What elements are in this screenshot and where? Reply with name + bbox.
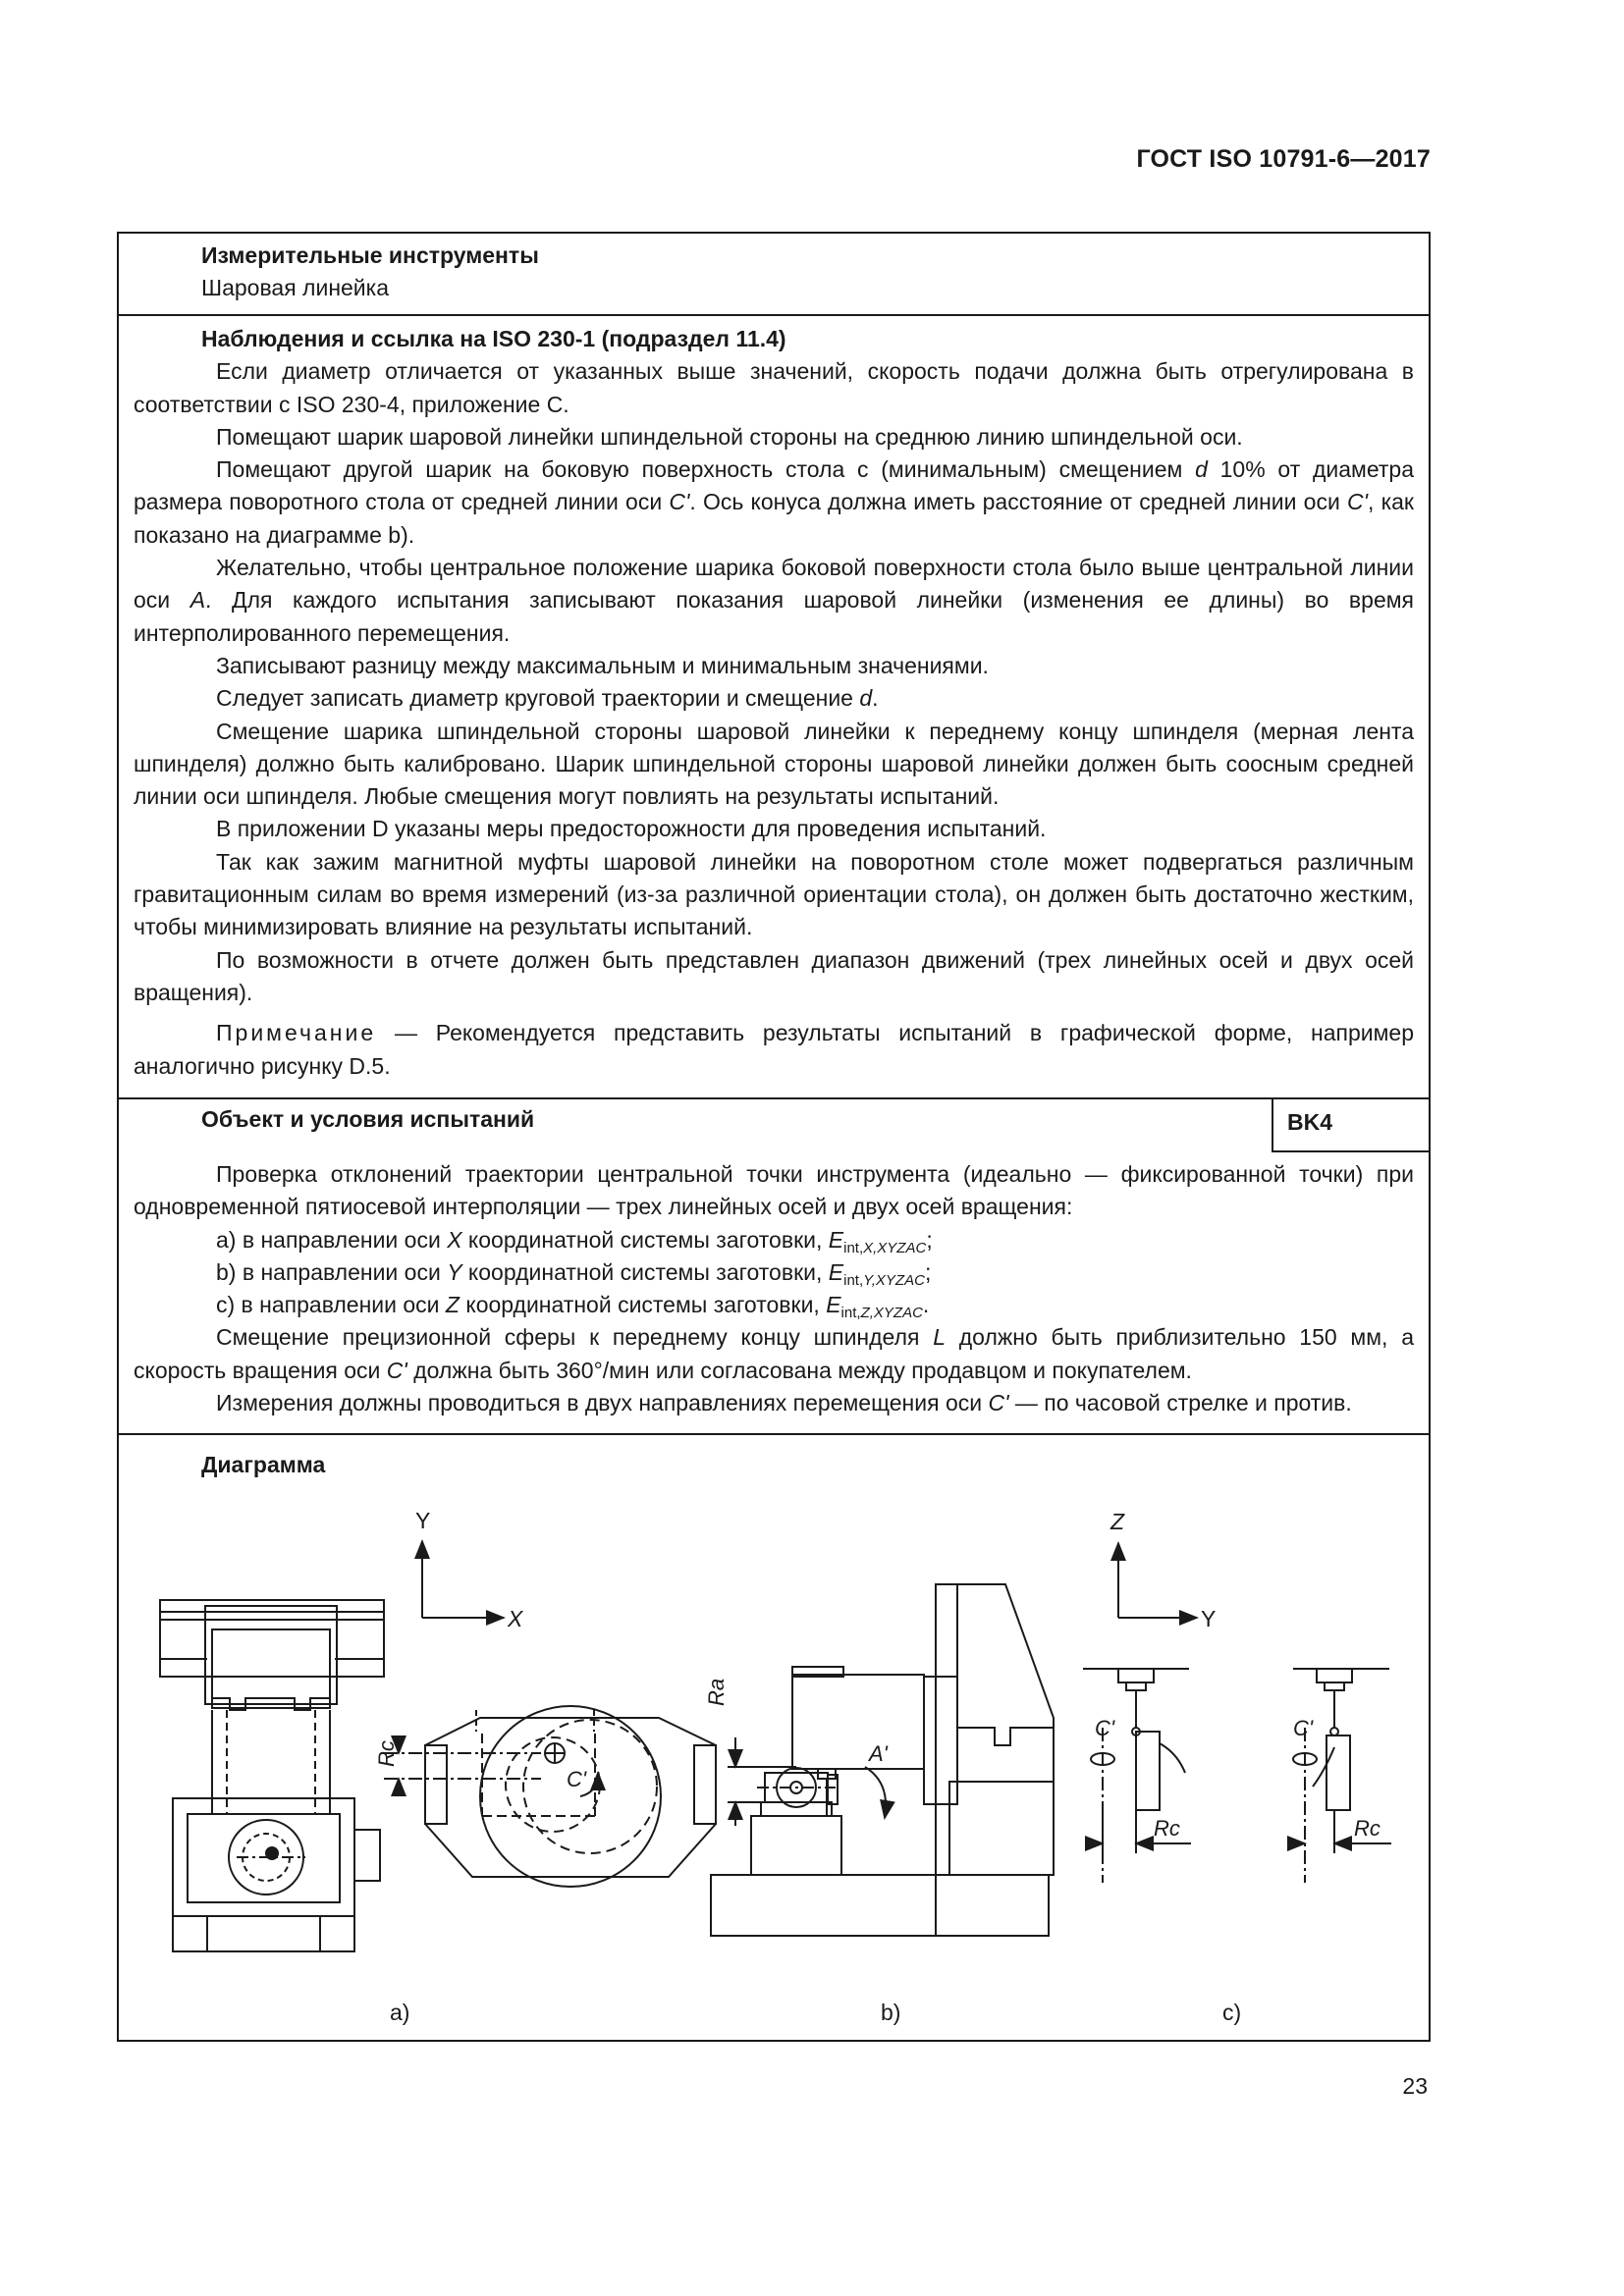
view-a-rotary-table	[374, 1706, 716, 1887]
rc-label-c1: Rc	[1154, 1816, 1180, 1841]
view-c-axes	[1110, 1509, 1216, 1631]
observations-paragraph: Помещают шарик шаровой линейки шпиндельной стороны на среднюю линию шпиндельной оси.	[216, 423, 1243, 450]
instruments-title: Измерительные инструменты	[201, 242, 539, 268]
object-item-a: a) в направлении оси X координатной системы заготовки, $E_{int,X,XYZAC}$;	[216, 1226, 933, 1256]
view-a-axes	[415, 1508, 524, 1631]
instruments-value: Шаровая линейка	[201, 275, 390, 301]
observations-paragraph: Смещение шарика шпиндельной стороны шаровой линейки к переднему концу шпинделя (мерная лента шпинделя) должно быть калибровано. Шарик шпиндельной стороны шаровой линейки должен быть соосным средней линии оси шпинделя. Любые смещения могут повлиять на результаты испытаний.	[134, 718, 1414, 810]
observations-paragraph: Если диаметр отличается от указанных выше значений, скорость подачи должна быть отрегулирована в соответствии с ISO 230-4, приложение С.	[134, 358, 1414, 417]
observations-paragraph: Записывают разницу между максимальным и минимальным значениями.	[216, 652, 989, 678]
observations-paragraph: Помещают другой шарик на боковую поверхность стола с (минимальным) смещением d 10% от диаметра размера поворотного стола от средней линии оси C'. Ось конуса должна иметь расстояние от средней линии оси C', как показано на диаграмме b).	[134, 456, 1415, 548]
view-c-setup-2	[1289, 1669, 1391, 1883]
object-paragraph: Смещение прецизионной сферы к переднему концу шпинделя L должно быть приблизительно 150 мм, а скорость вращения оси C' должна быть 360°/мин или согласована между продавцом и покупателем.	[134, 1324, 1414, 1383]
view-b-machine-side	[704, 1584, 1054, 1936]
c-axis-label-c2: C'	[1293, 1716, 1314, 1740]
axis-z-label: Z	[1110, 1509, 1125, 1534]
instruments-section	[119, 240, 1429, 305]
page-number: 23	[1402, 2073, 1428, 2099]
axis-y-label: Y	[415, 1508, 431, 1533]
caption-b: b)	[881, 2000, 901, 2025]
c-axis-label: C'	[567, 1767, 587, 1791]
machine-diagram	[119, 1433, 1429, 2042]
object-paragraph: Проверка отклонений траектории центральной точки инструмента (идеально — фиксированной точки) при одновременной пятиосевой интерполяции — трех линейных осей и двух осей вращения:	[134, 1161, 1414, 1220]
test-sheet-frame	[117, 232, 1431, 2042]
observations-section	[119, 323, 1429, 1083]
observations-paragraph: Следует записать диаметр круговой траектории и смещение d.	[216, 685, 879, 712]
caption-a: a)	[390, 2000, 410, 2025]
rc-label-c2: Rc	[1354, 1816, 1380, 1841]
view-c-setup-1	[1083, 1669, 1191, 1883]
ra-label: Ra	[704, 1678, 729, 1706]
observations-paragraph: По возможности в отчете должен быть представлен диапазон движений (трех линейных осей и двух осей вращения).	[134, 946, 1414, 1005]
diagram-title: Диаграмма	[201, 1452, 326, 1477]
axis-x-label: X	[508, 1606, 523, 1631]
c-axis-label-c1: C'	[1095, 1716, 1115, 1740]
test-code-cell: BK4	[1272, 1097, 1429, 1152]
object-title: Объект и условия испытаний	[201, 1106, 535, 1132]
object-paragraph: Измерения должны проводиться в двух направлениях перемещения оси C' — по часовой стрелке и против.	[216, 1390, 1352, 1416]
axis-y-label-c: Y	[1201, 1606, 1217, 1631]
document-id: ГОСТ ISO 10791-6—2017	[1136, 145, 1431, 173]
observations-paragraph: Так как зажим магнитной муфты шаровой линейки на поворотном столе может подвергаться различным гравитационным силам во время измерений (из-за различной ориентации стола), он должен быть достаточно жестким, чтобы минимизировать влияние на результаты испытаний.	[134, 848, 1414, 940]
observations-paragraph: В приложении D указаны меры предосторожности для проведения испытаний.	[216, 816, 1047, 842]
observations-paragraph: Желательно, чтобы центральное положение шарика боковой поверхности стола было выше центральной линии оси A. Для каждого испытания записывают показания шаровой линейки (изменения ее длины) во время интерполированного перемещения.	[134, 555, 1414, 646]
diagram-section	[119, 1433, 1429, 2042]
object-item-c: c) в направлении оси Z координатной системы заготовки, $E_{int,Z,XYZAC}$.	[216, 1292, 930, 1322]
divider	[119, 314, 1429, 316]
caption-c: c)	[1222, 2000, 1242, 2025]
view-a-machine-top	[160, 1600, 384, 1951]
object-item-b: b) в направлении оси Y координатной системы заготовки, $E_{int,Y,XYZAC}$;	[216, 1258, 932, 1289]
observations-title: Наблюдения и ссылка на ISO 230-1 (подраздел 11.4)	[201, 326, 786, 351]
observations-note: Примечание — Рекомендуется представить результаты испытаний в графической форме, например аналогично рисунку D.5.	[134, 1020, 1414, 1079]
a-axis-label: A'	[869, 1741, 888, 1766]
rc-label: Rc	[374, 1740, 399, 1767]
